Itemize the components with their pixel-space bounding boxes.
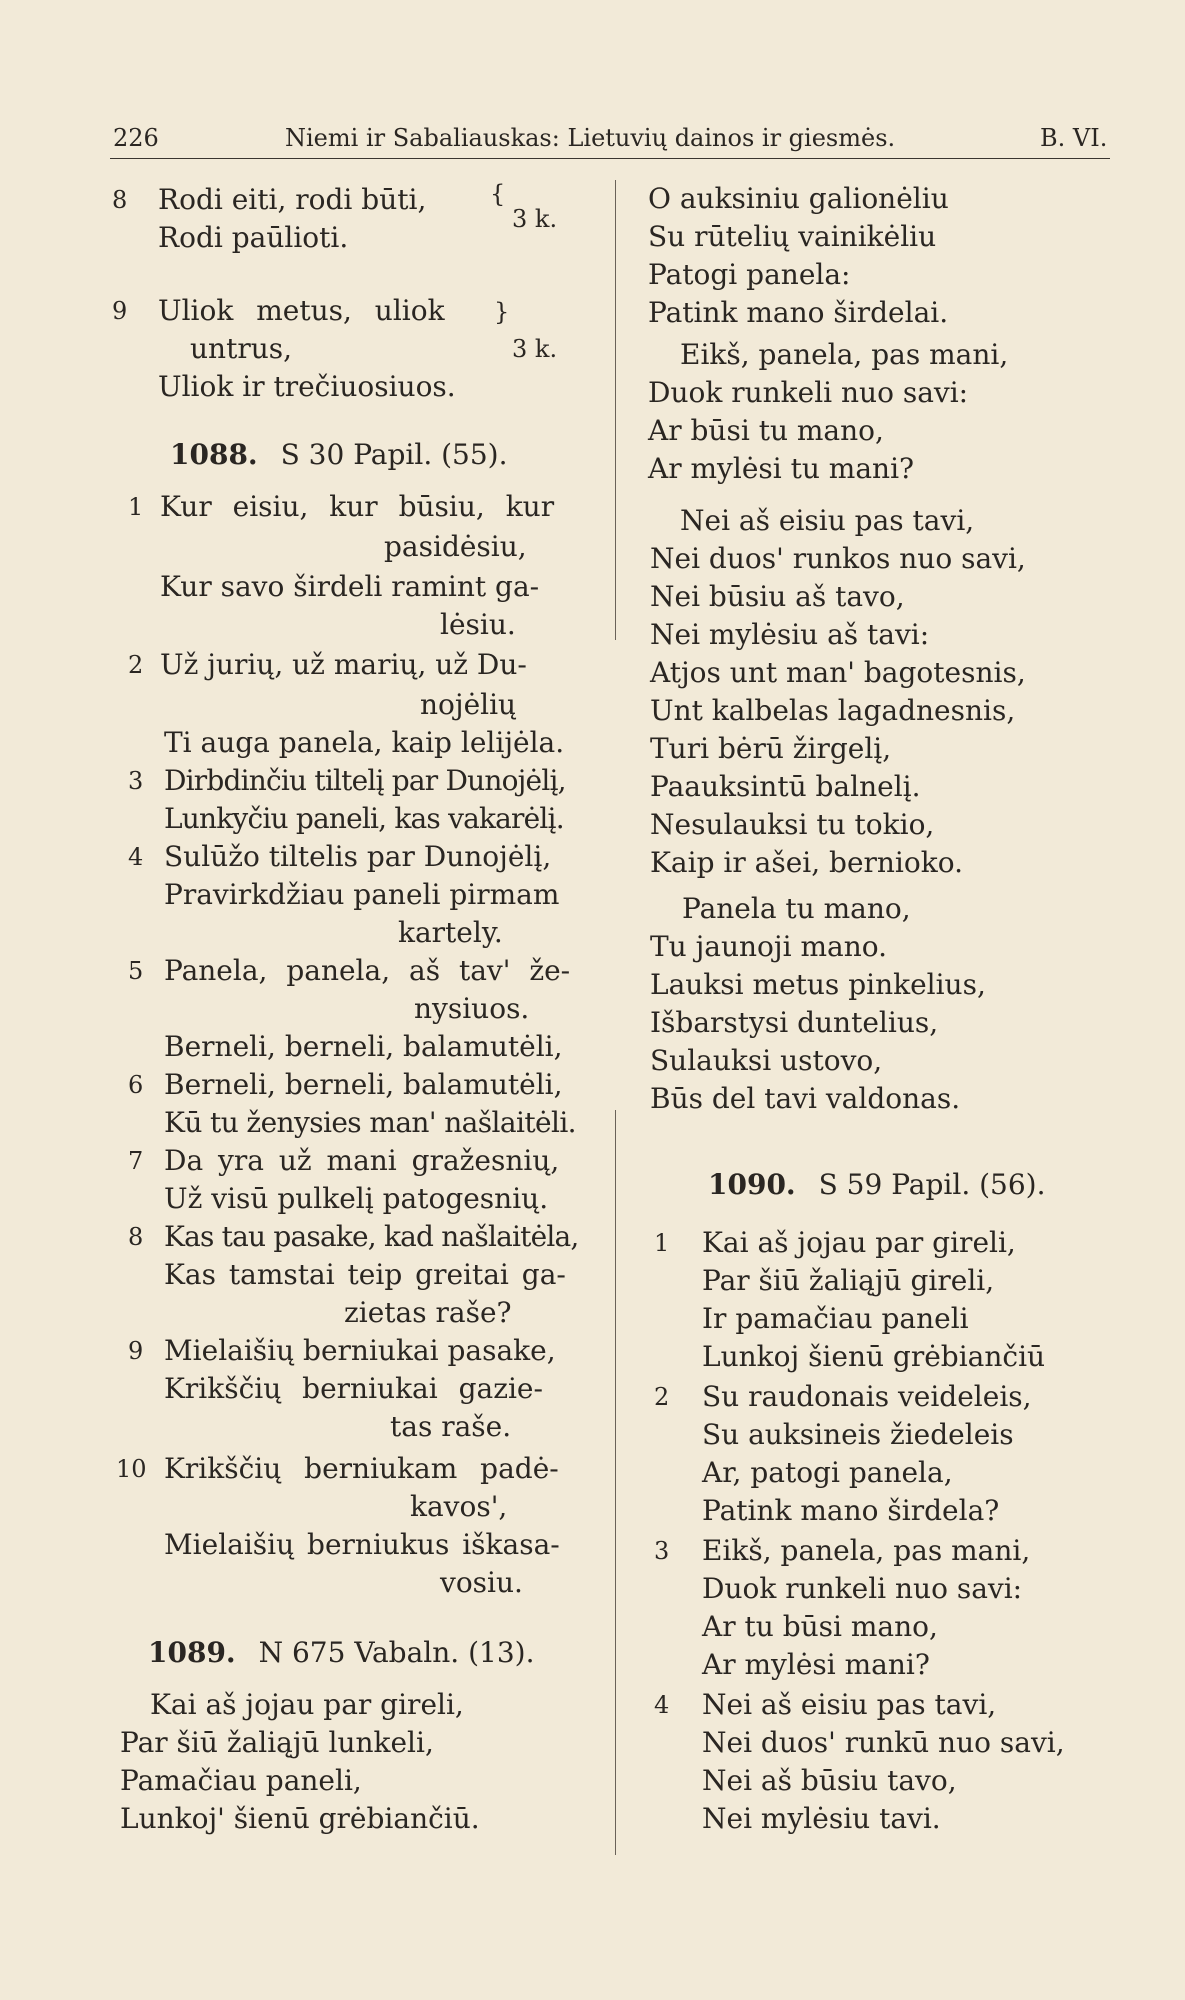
verse-line: Nei aš eisiu pas tavi,: [702, 1688, 997, 1721]
verse-number: 9: [128, 1337, 144, 1365]
section-label: B. VI.: [1040, 124, 1108, 152]
song-number: 1089.: [148, 1636, 236, 1669]
song-heading-1088: [170, 436, 508, 474]
verse-line: Rodi eiti, rodi būti,: [158, 183, 427, 216]
verse-line: Kaip ir ašei, bernioko.: [650, 846, 963, 879]
verse-line: Krikščių berniukam padė-: [164, 1452, 559, 1485]
verse-number: 9: [112, 297, 128, 325]
verse-line: Patink mano širdelai.: [648, 296, 949, 329]
verse-line: Lunkyčiu paneli, kas vakarėlį.: [164, 802, 564, 835]
verse-line: Nei aš eisiu pas tavi,: [680, 504, 975, 537]
verse-line: Nei duos' runkū nuo savi,: [702, 1726, 1065, 1759]
verse-line: Išbarstysi duntelius,: [650, 1006, 939, 1039]
verse-number: 8: [128, 1223, 144, 1251]
verse-line: Sulūžo tiltelis par Dunojėlį,: [164, 840, 552, 873]
verse-number: 1: [128, 493, 144, 521]
verse-line: Eikš, panela, pas mani,: [702, 1534, 1031, 1567]
verse-line: Nei duos' runkos nuo savi,: [650, 542, 1026, 575]
verse-line: Nei būsiu aš tavo,: [650, 580, 905, 613]
verse-line: Par šiū žaliąjū lunkeli,: [120, 1726, 434, 1759]
verse-line: Kas tau pasake, kad našlaitėla,: [164, 1220, 579, 1253]
verse-line: O auksiniu galionėliu: [648, 182, 949, 215]
verse-line: Uliok ir trečiuosiuos.: [158, 370, 456, 403]
verse-line: Dirbdinčiu tiltelį par Dunojėlį,: [164, 764, 566, 797]
verse-line: Pamačiau paneli,: [120, 1764, 362, 1797]
verse-line: Kū tu ženysies man' našlaitėli.: [164, 1106, 576, 1139]
verse-line: Būs del tavi valdonas.: [650, 1082, 961, 1115]
verse-line: Su rūtelių vainikėliu: [648, 220, 937, 253]
verse-line: nysiuos.: [414, 992, 530, 1025]
verse-line: zietas raše?: [344, 1296, 512, 1329]
verse-line: pasidėsiu,: [384, 530, 527, 563]
verse-line: Mielaišių berniukus iškasa-: [164, 1528, 560, 1561]
verse-line: Su raudonais veideleis,: [702, 1380, 1032, 1413]
verse-line: Eikš, panela, pas mani,: [680, 338, 1009, 371]
repeat-brace: {: [490, 180, 506, 208]
verse-line: Lauksi metus pinkelius,: [650, 968, 986, 1001]
verse-line: Da yra už mani gražesnių,: [164, 1144, 560, 1177]
running-title: Niemi ir Sabaliauskas: Lietuvių dainos ir giesmės.: [285, 124, 896, 152]
verse-line: Kai aš jojau par gireli,: [702, 1226, 1016, 1259]
verse-line: untrus,: [190, 332, 293, 365]
header-rule: [110, 158, 1110, 159]
verse-line: Su auksineis žiedeleis: [702, 1418, 1014, 1451]
song-heading-1090: [708, 1166, 1046, 1204]
verse-line: Ti auga panela, kaip lelijėla.: [164, 726, 565, 759]
verse-number: 3: [654, 1537, 670, 1565]
verse-number: 10: [116, 1455, 147, 1483]
verse-line: Už visū pulkelį patogesnių.: [164, 1182, 549, 1215]
verse-line: Nei mylėsiu aš tavi:: [650, 618, 930, 651]
verse-number: 1: [654, 1229, 670, 1257]
verse-line: kavos',: [410, 1490, 508, 1523]
verse-number: 2: [128, 651, 144, 679]
song-number: 1088.: [170, 438, 258, 471]
verse-line: Sulauksi ustovo,: [650, 1044, 883, 1077]
verse-line: Panela, panela, aš tav' že-: [164, 954, 571, 987]
verse-line: Ar būsi tu mano,: [648, 414, 884, 447]
verse-number: 8: [112, 186, 128, 214]
verse-line: Turi bėrū žirgelį,: [650, 732, 892, 765]
verse-line: Lunkoj šienū grėbiančiū: [702, 1340, 1046, 1373]
verse-line: Ar mylėsi mani?: [702, 1648, 930, 1681]
verse-number: 5: [128, 957, 144, 985]
song-reference: N 675 Vabaln. (13).: [258, 1636, 535, 1669]
verse-line: Ar, patogi panela,: [702, 1456, 953, 1489]
song-reference: S 30 Papil. (55).: [280, 438, 508, 471]
verse-line: Ar tu būsi mano,: [702, 1610, 938, 1643]
repeat-brace: }: [494, 298, 510, 326]
verse-line: Nei mylėsiu tavi.: [702, 1802, 941, 1835]
verse-line: Ar mylėsi tu mani?: [648, 452, 915, 485]
verse-line: Krikščių berniukai gazie-: [164, 1372, 543, 1405]
verse-number: 7: [128, 1147, 144, 1175]
column-divider-top: [615, 180, 616, 640]
verse-line: Pravirkdžiau paneli pirmam: [164, 878, 560, 911]
verse-line: Kur eisiu, kur būsiu, kur: [160, 490, 555, 523]
verse-line: Unt kalbelas lagadnesnis,: [650, 694, 1016, 727]
verse-line: lėsiu.: [440, 608, 516, 641]
song-reference: S 59 Papil. (56).: [818, 1168, 1046, 1201]
song-number: 1090.: [708, 1168, 796, 1201]
verse-line: Lunkoj' šienū grėbiančiū.: [120, 1802, 480, 1835]
verse-line: Kur savo širdeli ramint ga-: [160, 570, 540, 603]
verse-line: Patink mano širdela?: [702, 1494, 1000, 1527]
verse-line: Kai aš jojau par gireli,: [150, 1688, 464, 1721]
verse-line: Berneli, berneli, balamutėli,: [164, 1068, 563, 1101]
verse-line: nojėlių: [420, 688, 517, 721]
verse-number: 4: [128, 843, 144, 871]
verse-line: Duok runkeli nuo savi:: [648, 376, 969, 409]
verse-line: Par šiū žaliąjū gireli,: [702, 1264, 995, 1297]
verse-line: kartely.: [398, 916, 503, 949]
song-heading-1089: [148, 1634, 534, 1672]
verse-line: Nei aš būsiu tavo,: [702, 1764, 957, 1797]
verse-line: tas raše.: [390, 1410, 512, 1443]
verse-number: 3: [128, 767, 144, 795]
verse-line: Tu jaunoji mano.: [650, 930, 887, 963]
verse-number: 4: [654, 1691, 670, 1719]
verse-line: Kas tamstai teip greitai ga-: [164, 1258, 566, 1291]
verse-line: Atjos unt man' bagotesnis,: [650, 656, 1026, 689]
verse-line: Rodi paūlioti.: [158, 221, 349, 254]
verse-line: Berneli, berneli, balamutėli,: [164, 1030, 563, 1063]
verse-line: vosiu.: [440, 1566, 523, 1599]
verse-line: Mielaišių berniukai pasake,: [164, 1334, 556, 1367]
verse-line: Už jurių, už marių, už Du-: [160, 648, 527, 681]
page-number: 226: [113, 124, 159, 152]
verse-line: Ir pamačiau paneli: [702, 1302, 969, 1335]
verse-line: Patogi panela:: [648, 258, 851, 291]
verse-number: 2: [654, 1383, 670, 1411]
verse-line: Duok runkeli nuo savi:: [702, 1572, 1023, 1605]
verse-line: Nesulauksi tu tokio,: [650, 808, 935, 841]
verse-line: Paauksintū balnelį.: [650, 770, 921, 803]
verse-number: 6: [128, 1071, 144, 1099]
repeat-mark: 3 k.: [512, 205, 558, 233]
repeat-mark: 3 k.: [512, 335, 558, 363]
verse-line: Panela tu mano,: [682, 892, 911, 925]
verse-line: Uliok metus, uliok: [158, 294, 445, 327]
column-divider-bottom: [615, 1110, 616, 1855]
